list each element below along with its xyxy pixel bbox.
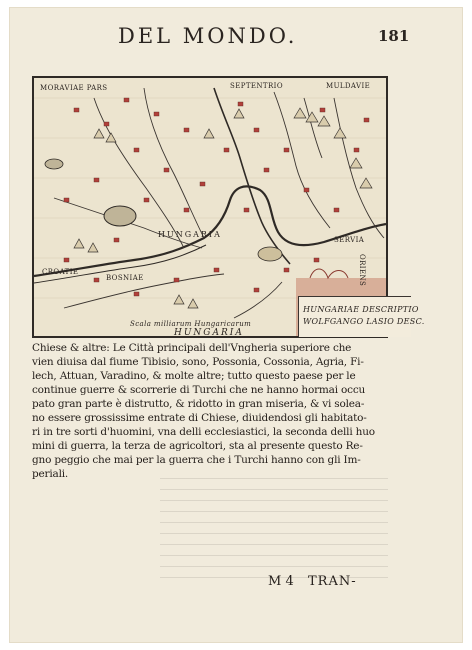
body-line: lech, Attuan, Varadino, & molte altre; tutto questo paese per le (32, 370, 356, 382)
map-label-oriens: ORIENS (358, 254, 366, 287)
map-label-moravia: MORAVIAE PARS (40, 84, 108, 92)
map-label-bosnia: BOSNIAE (106, 274, 144, 282)
body-line: no essere grossissime entrate di Chiese, diuidendosi gli habitato- (32, 412, 367, 424)
body-line: periali. (32, 468, 69, 480)
cartouche-line-2: WOLFGANGO LASIO DESC. (303, 317, 425, 326)
body-line: continue guerre & scorrerie di Turchi che ne hanno hormai occu (32, 384, 366, 396)
map-figure (32, 76, 425, 338)
map-label-croatia: CROATIE (42, 268, 79, 276)
map-label-septentrio: SEPTENTRIO (230, 82, 283, 90)
body-line: mini di guerra, la terza de agricoltori, sta al presente questo Re- (32, 440, 363, 452)
catchword (268, 574, 408, 592)
catchword-text: TRAN- (308, 574, 357, 589)
cartouche-line-1: HUNGARIAE DESCRIPTIO (303, 305, 419, 314)
signature-mark: M 4 (268, 574, 294, 589)
caption-text: HUNGARIA (174, 328, 244, 338)
map-caption (10, 328, 462, 342)
page-sheet (10, 8, 462, 642)
map-label-muldavia: MULDAVIE (326, 82, 371, 90)
map-label-servia: SERVIA (334, 236, 365, 244)
map-label-hungaria: HUNGARIA (158, 230, 222, 239)
show-through-text (160, 478, 388, 578)
running-head (10, 24, 462, 52)
page-number: 181 (378, 27, 410, 45)
running-head-title: DEL MONDO. (118, 24, 298, 48)
body-line: pato gran parte è distrutto, & ridotto in gran miseria, & vi solea- (32, 398, 365, 410)
body-line: ri in tre sorti d'huomini, vna delli ecclesiastici, la seconda delli huo (32, 426, 375, 438)
map-scale-label: Scala milliarum Hungaricarum (130, 320, 252, 328)
body-line: gno peggio che mai per la guerra che i Turchi hanno con gli Im- (32, 454, 361, 466)
body-line: vien diuisa dal fiume Tibisio, sono, Possonia, Cossonia, Agria, Fi- (32, 356, 364, 368)
body-line: Chiese & altre: Le Città principali dell'Vngheria superiore che (32, 342, 352, 354)
